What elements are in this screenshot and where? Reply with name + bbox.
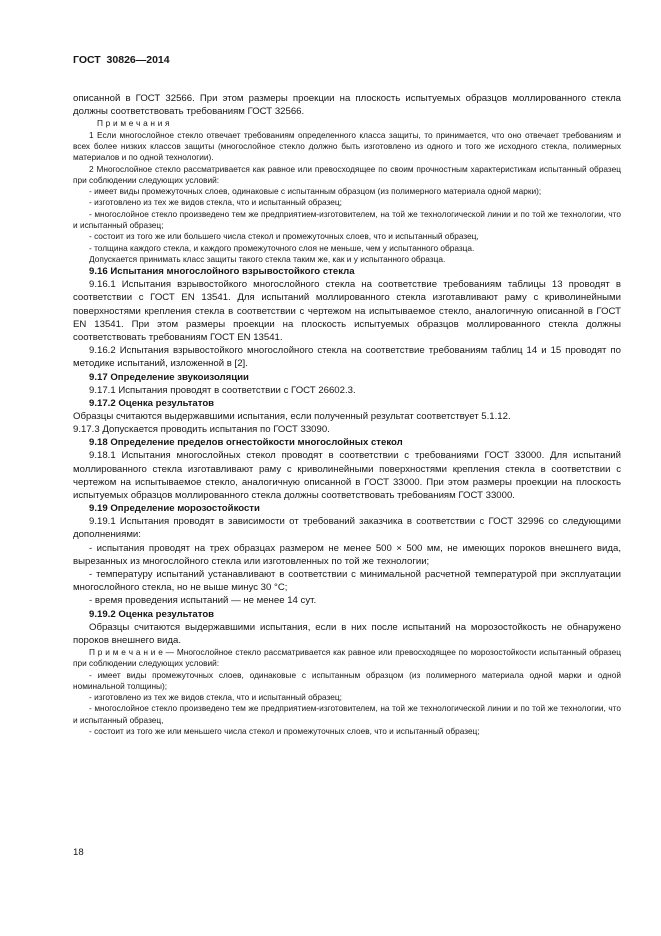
note-list-item: - состоит из того же или большего числа стекол и промежуточных слоев, что и испытанный образец, [89, 231, 479, 242]
note-item-1: 1 Если многослойное стекло отвечает требованиям определенного класса защиты, то принимается, что оно отвечает требованиям и всех более низких классов защиты (многослойное стекло должно быть изготовлено из одного и того же исходного стекла, полимерных материалов и по одной технологии). [73, 129, 621, 163]
note-list-item: - состоит из того же или меньшего числа стекол и промежуточных слоев, что и испытанный образец; [89, 726, 480, 737]
paragraph-9-16-1: 9.16.1 Испытания взрывостойкого многослойного стекла на соответствие требованиям таблицы 13 проводят в соответствии с ГОСТ EN 13541. Для испытаний моллированного стекла изготавливают раму с криволинейными поверхностями крепления стекла в соответствии с чертежом на испытываемое стекло, аналогичную описанной в ГОСТ EN 13541. При этом размеры проекции на плоскость испытуемых образцов моллированного стекла должны соответствовать требованиям ГОСТ EN 13541. [73, 279, 622, 344]
note-list-item: - многослойное стекло произведено тем же предприятием-изготовителем, на той же технологической линии и по той же технологии, что и испытанный образец; [73, 208, 621, 231]
note-closing: Допускается принимать класс защиты такого стекла таким же, как и у испытанного образца. [89, 253, 446, 264]
note-item-2: 2 Многослойное стекло рассматривается как равное или превосходящее по своим прочностным характеристикам испытанный образец при соблюдении следующих условий: [73, 163, 621, 185]
paragraph-9-17-3: 9.17.3 Допускается проводить испытания по ГОСТ 33090. [73, 424, 330, 436]
paragraph-continuation: описанной в ГОСТ 32566. При этом размеры проекции на плоскость испытуемых образцов моллированного стекла должны соответствовать требованиям ГОСТ 32566. [73, 93, 621, 118]
paragraph-9-18-1: 9.18.1 Испытания многослойных стекол проводят в соответствии с требованиями ГОСТ 33000. Для испытаний моллированного стекла изготавливают раму с криволинейными поверхностями крепления стекла в соответствии с чертежом на испытываемое стекло, аналогичную описанной в ГОСТ 33000. При этом размеры проекции на плоскость испытуемых образцов моллированного стекла должны соответствовать требованиям ГОСТ 33000. [73, 450, 621, 501]
paragraph-list-item: - время проведения испытаний — не менее 14 сут. [89, 595, 317, 607]
section-heading-9-18: 9.18 Определение пределов огнестойкости многослойных стекол [89, 437, 403, 449]
note-list-item: - изготовлено из тех же видов стекла, что и испытанный образец; [89, 197, 342, 208]
paragraph-9-17-2-result: Образцы считаются выдержавшими испытания, если полученный результат соответствует 5.1.12. [73, 410, 511, 422]
standard-code-header: ГОСТ 30826—2014 [73, 54, 170, 66]
note-list-item: - имеет виды промежуточных слоев, одинаковые с испытанным образцом (из полимерного материала одной марки); [89, 186, 542, 197]
section-heading-9-19-2: 9.19.2 Оценка результатов [89, 608, 215, 620]
section-heading-9-17-2: 9.17.2 Оценка результатов [89, 397, 215, 409]
note-list-item: - имеет виды промежуточных слоев, одинаковые с испытанным образцом (из полимерного материала одной марки и одной номинальной толщины); [73, 669, 621, 691]
paragraph-9-19-1: 9.19.1 Испытания проводят в зависимости от требований заказчика в соответствии с ГОСТ 32996 со следующими дополнениями: [73, 516, 621, 541]
notes-label: П р и м е ч а н и я [97, 118, 170, 129]
paragraph-list-item: - испытания проводят на трех образцах размером не менее 500 × 500 мм, не имеющих пороков внешнего вида, вырезанных из многослойного стекла или изготовленных по той же технологии; [73, 542, 621, 567]
section-heading-9-16: 9.16 Испытания многослойного взрывостойкого стекла [89, 266, 355, 278]
page-number: 18 [73, 847, 84, 858]
paragraph-9-19-2-result: Образцы считаются выдержавшими испытания, если в них после испытаний на морозостойкость не обнаружено пороков внешнего вида. [73, 621, 621, 646]
document-content [73, 92, 621, 737]
note-list-item: - многослойное стекло произведено тем же предприятием-изготовителем, на той же технологической линии и по той же технологии, что и испытанный образец, [73, 703, 621, 725]
paragraph-9-17-1: 9.17.1 Испытания проводят в соответствии с ГОСТ 26602.3. [89, 384, 356, 396]
paragraph-9-16-2: 9.16.2 Испытания взрывостойкого многослойного стекла на соответствие требованиям таблиц 14 и 15 проводят по методике испытаний, изложенной в [2]. [73, 345, 621, 370]
note-list-item: - толщина каждого стекла, и каждого промежуточного слоя не меньше, чем у испытанного образца. [89, 242, 475, 253]
note-frost: П р и м е ч а н и е — Многослойное стекло рассматривается как равное или превосходящее по морозостойкости испытанный образец при соблюдении следующих условий: [73, 646, 621, 669]
paragraph-list-item: - температуру испытаний устанавливают в соответствии с минимальной расчетной температурой при эксплуатации многослойного стекла, но не выше минус 30 °С; [73, 568, 621, 594]
note-list-item: - изготовлено из тех же видов стекла, что и испытанный образец; [89, 692, 342, 703]
section-heading-9-19: 9.19 Определение морозостойкости [89, 503, 260, 515]
section-heading-9-17: 9.17 Определение звукоизоляции [89, 371, 249, 383]
